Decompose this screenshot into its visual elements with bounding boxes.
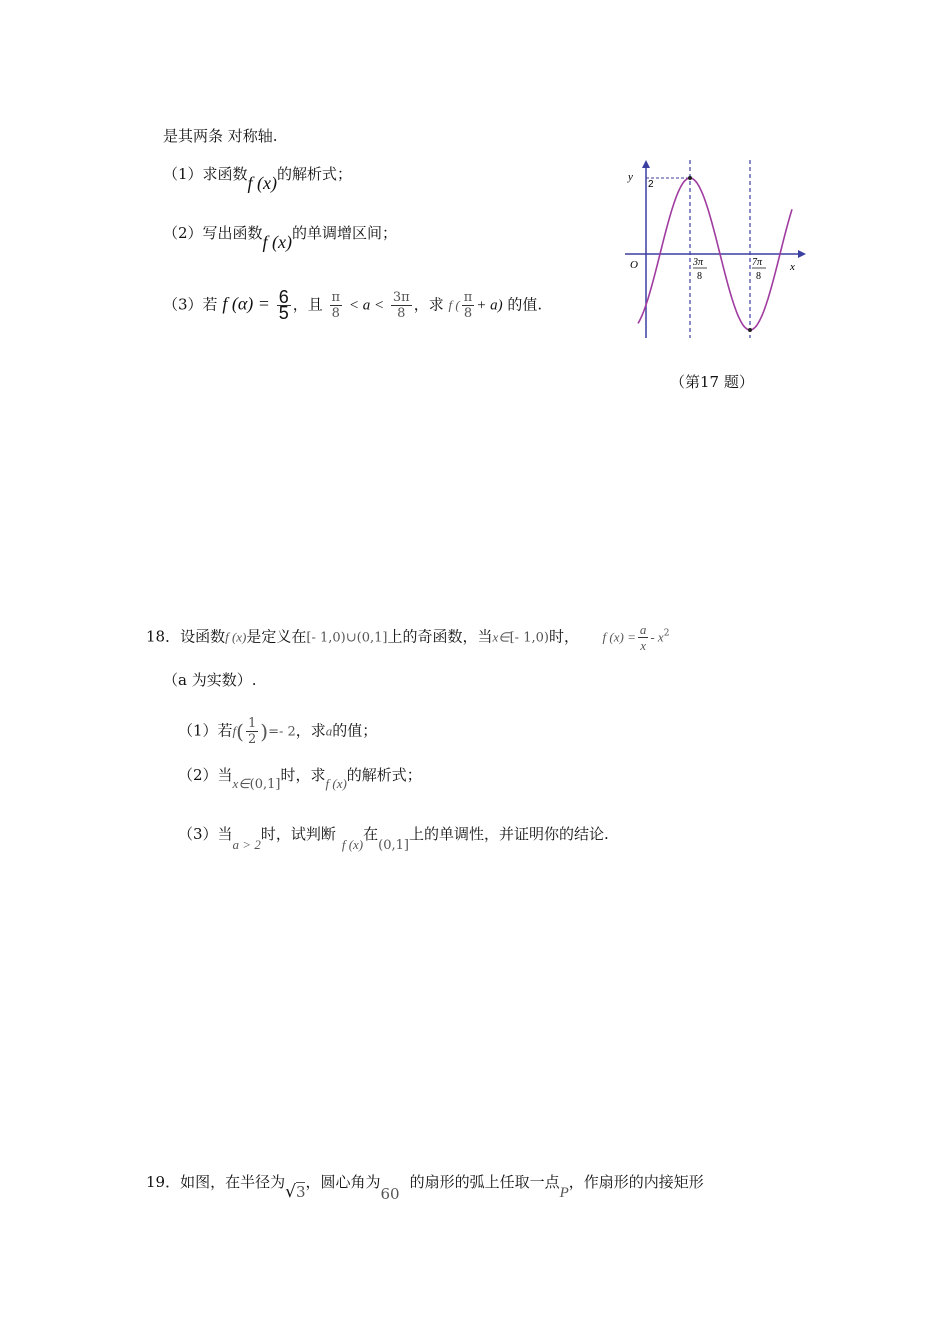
x-label: x: [790, 261, 795, 273]
q17-part3: （3）若 f (α) = $\frac{6}{5}$ ，且 $\frac{\pi}{8}$ < a < $\frac{3\pi}{8}$ ，求 f ( $\frac{\pi}{8}$ + a) 的值.: [163, 287, 543, 323]
tick-7pi-8-den: 8: [756, 271, 761, 282]
q18-line2: （a 为实数）.: [163, 671, 257, 689]
q17-caption: （第17 题）: [670, 373, 754, 391]
max-value-label: 2: [648, 179, 654, 190]
tick-7pi-8-num: 7π: [752, 257, 763, 268]
x-axis-arrow: [798, 250, 806, 258]
q18-part1: （1）若f( $\frac{1}{2}$ )=- 2，求a的值；: [178, 716, 378, 747]
y-axis-arrow: [642, 160, 650, 168]
q17-part1: （1）求函数f (x)的解析式；: [163, 165, 353, 193]
q18-part2: （2）当x∈(0,1]时，求f (x)的解析式；: [178, 766, 422, 792]
q17-line0: 是其两条 对称轴.: [163, 127, 278, 145]
q19-stem: 19．如图，在半径为√3，圆心角为60的扇形的弧上任取一点P，作扇形的内接矩形: [146, 1173, 704, 1203]
sine-graph: [620, 158, 810, 343]
q17-part2: （2）写出函数f (x)的单调增区间；: [163, 224, 398, 252]
tick-3pi-8-num: 3π: [693, 257, 704, 268]
max-point: [688, 176, 692, 180]
q18-stem: 18．设函数f (x)是定义在[- 1,0)∪(0,1]上的奇函数，当x∈[- 1,0)时， f (x) = $\frac{a}{x}$ - $x^2$: [146, 622, 670, 653]
y-label: y: [628, 171, 633, 183]
origin-label: O: [630, 259, 638, 271]
tick-3pi-8-den: 8: [697, 271, 702, 282]
q18-part3: （3）当a > 2时，试判断f (x)在(0,1]上的单调性，并证明你的结论.: [178, 825, 609, 853]
min-point: [748, 328, 752, 332]
